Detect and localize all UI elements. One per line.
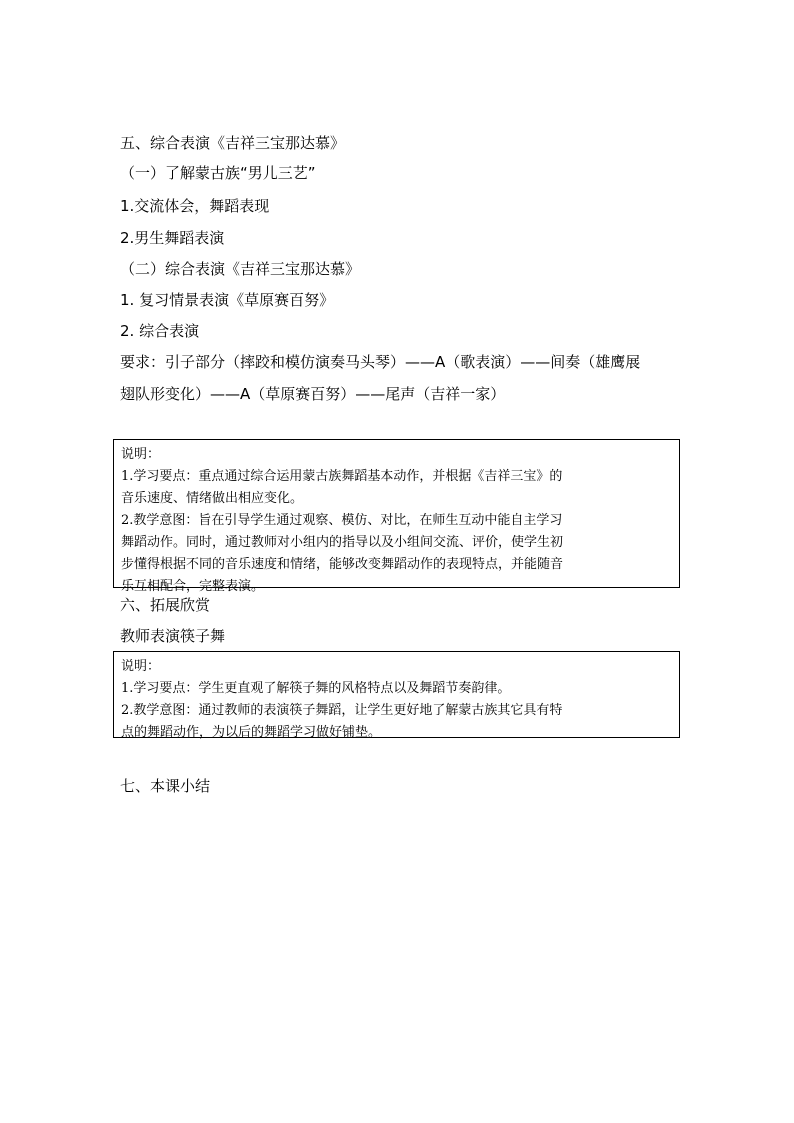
note-line: 2.教学意图：通过教师的表演筷子舞蹈，让学生更好地了解蒙古族其它具有特: [121, 703, 563, 718]
section-5-item-4: 2. 综合表演: [120, 322, 200, 340]
requirement-line-1: 要求：引子部分（摔跤和模仿演奏马头琴）——A（歌表演）——间奏（雄鹰展: [120, 353, 641, 371]
note-line: 点的舞蹈动作，为以后的舞蹈学习做好铺垫。: [121, 725, 382, 740]
note-box-1: [113, 439, 680, 594]
note-line: 1.学习要点：学生更直观了解筷子舞的风格特点以及舞蹈节奏韵律。: [121, 681, 511, 696]
note-line: 乐互相配合，完整表演。: [121, 579, 265, 594]
section-5-item-2: 2.男生舞蹈表演: [120, 229, 225, 247]
section-5-title: 五、综合表演《吉祥三宝那达慕》: [120, 134, 346, 152]
note-line: 1.学习要点：重点通过综合运用蒙古族舞蹈基本动作，并根据《吉祥三宝》的: [121, 469, 563, 484]
note-line: 步懂得根据不同的音乐速度和情绪，能够改变舞蹈动作的表现特点，并能随音: [121, 557, 564, 572]
section-5-subheading-2: （二）综合表演《吉祥三宝那达慕》: [120, 260, 361, 278]
note-line: 音乐速度、情绪做出相应变化。: [121, 491, 304, 506]
note-line: 2.教学意图：旨在引导学生通过观察、模仿、对比，在师生互动中能自主学习: [121, 513, 563, 528]
requirement-line-2: 翅队形变化）——A（草原赛百努）——尾声（吉祥一家）: [120, 385, 506, 403]
note-label: 说明：: [121, 447, 161, 462]
section-6-title: 六、拓展欣赏: [120, 596, 211, 614]
section-5-item-3: 1. 复习情景表演《草原赛百努》: [120, 291, 335, 309]
section-7-title: 七、本课小结: [120, 777, 211, 795]
section-6-item-1: 教师表演筷子舞: [120, 627, 226, 645]
note-box-2: [113, 651, 680, 738]
note-label: 说明：: [121, 659, 161, 674]
section-5-item-1: 1.交流体会，舞蹈表现: [120, 197, 270, 215]
section-5-subheading-1: （一）了解蒙古族“男儿三艺”: [120, 164, 316, 182]
note-line: 舞蹈动作。同时，通过教师对小组内的指导以及小组间交流、评价，使学生初: [121, 535, 564, 550]
